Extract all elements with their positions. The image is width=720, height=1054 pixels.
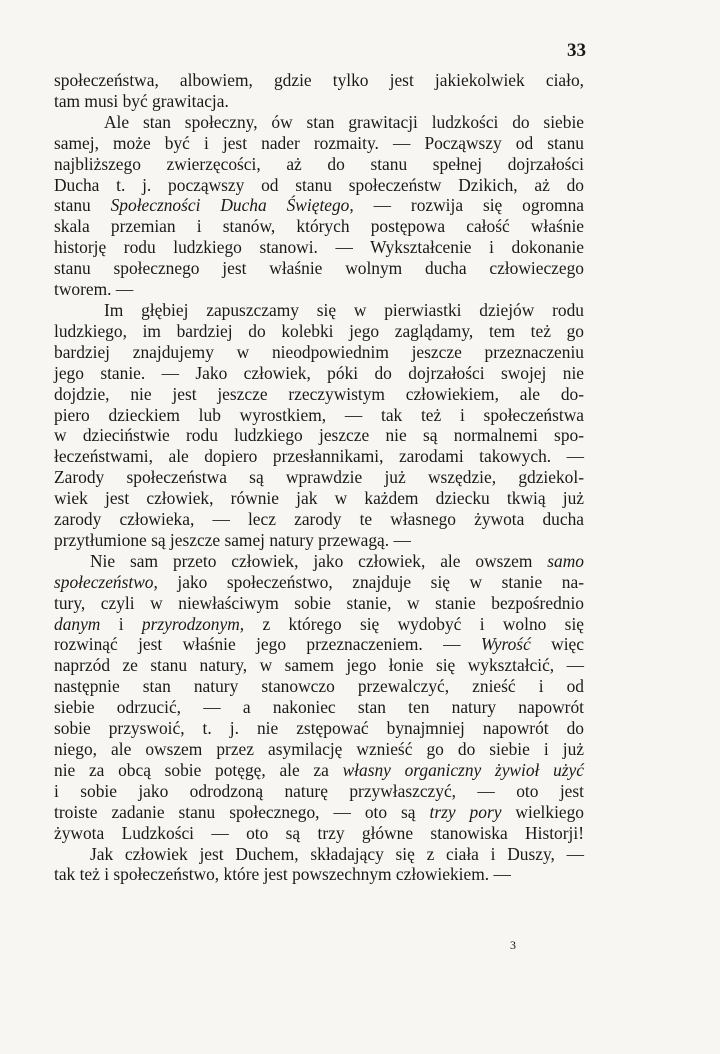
text-run: tworem. — [54, 279, 134, 300]
text-run: bardziej znajdujemy w nieodpowiednim jeszcze przeznaczeniu [54, 341, 584, 362]
text-line [54, 781, 584, 802]
text-line [54, 363, 584, 384]
text-run: zarody człowieka, — lecz zarody te własnego żywota ducha [54, 509, 584, 530]
text-line [54, 844, 584, 865]
text-line [54, 634, 584, 655]
text-line [54, 175, 584, 196]
text-line [54, 154, 584, 175]
text-line [54, 488, 584, 509]
text-line [54, 509, 584, 530]
text-line [54, 300, 584, 321]
text-run: siebie odrzucić, — a nakoniec stan ten natury napowrót [54, 697, 584, 718]
text-run: tak też i społeczeństwo, które jest powszechnym człowiekiem. — [54, 864, 511, 885]
text-line [54, 760, 584, 781]
text-run: piero dzieckiem lub wyrostkiem, — tak też i społeczeństwa [54, 404, 584, 425]
text-run: żywota Ludzkości — oto są trzy główne stanowiska Historji! [54, 822, 584, 843]
text-line [54, 823, 584, 844]
text-run: Zarody społeczeństwa są wprawdzie już wszędzie, gdziekol- [54, 467, 584, 488]
text-line [54, 342, 584, 363]
text-line [54, 655, 584, 676]
italic-phrase: danym [54, 613, 101, 634]
text-line [54, 258, 584, 279]
text-line [54, 676, 584, 697]
text-run: rozwinąć jest właśnie jego przeznaczeniem. — [54, 634, 481, 655]
text-line [54, 237, 584, 258]
text-line [54, 279, 584, 300]
italic-phrase: przyrodzonym, [141, 613, 245, 634]
text-run: nie za obcą sobie potęgę, ale za [54, 759, 343, 780]
text-run: w dzieciństwie rodu ludzkiego jeszcze nie są normalnemi spo- [54, 425, 584, 446]
text-line [54, 112, 584, 133]
text-run: ludzkiego, im bardziej do kolebki jego zaglądamy, tem też go [54, 320, 584, 341]
italic-phrase: Społeczności Ducha Świętego, [110, 195, 354, 216]
italic-phrase: trzy pory [429, 801, 502, 822]
page-number: 33 [567, 40, 586, 61]
body-text [54, 70, 584, 885]
text-run: skala przemian i stanów, których postępowa całość właśnie [54, 216, 584, 237]
text-line [54, 446, 584, 467]
text-line [54, 216, 584, 237]
text-run: z którego się wydobyć i wolno się [244, 613, 584, 634]
text-line [54, 802, 584, 823]
text-line [54, 572, 584, 593]
text-line [54, 467, 584, 488]
text-run: Ale stan społeczny, ów stan grawitacji ludzkości do siebie [104, 111, 584, 132]
text-run: łeczeństwami, ale dopiero przesłannikami, zarodami takowych. — [54, 446, 584, 467]
text-line [54, 70, 584, 91]
text-run: społeczeństwa, albowiem, gdzie tylko jest jakiekolwiek ciało, [54, 70, 584, 90]
text-line [54, 425, 584, 446]
text-run: — rozwija się ogromna [353, 195, 584, 216]
text-run: sobie przyswoić, t. j. nie zstępować bynajmniej napowrót do [54, 718, 584, 739]
text-line [54, 593, 584, 614]
text-line [54, 697, 584, 718]
text-run: tury, czyli w niewłaściwym sobie stanie, w stanie bezpośrednio [54, 592, 584, 613]
text-line [54, 321, 584, 342]
text-line [54, 384, 584, 405]
text-line [54, 864, 584, 885]
text-run: następnie stan natury stanowczo przewalczyć, znieść i od [54, 676, 584, 697]
text-line [54, 405, 584, 426]
italic-phrase: Wyrość [480, 634, 531, 655]
text-line [54, 551, 584, 572]
italic-phrase: własny organiczny żywioł użyć [342, 759, 584, 780]
signature-mark: 3 [510, 938, 516, 952]
italic-phrase: społeczeństwo, [54, 571, 158, 592]
text-run: niego, ale owszem przez asymilację wznieść go do siebie i już [54, 739, 584, 759]
text-run: samej, może być i jest nader rozmaity. — Począwszy od stanu [54, 132, 584, 153]
text-line [54, 614, 584, 635]
text-line [54, 718, 584, 739]
text-run: i [100, 613, 142, 634]
text-line [54, 739, 584, 760]
text-run: tam musi być grawitacja. [54, 90, 229, 111]
text-run: Nie sam przeto człowiek, jako człowiek, ale owszem [90, 550, 548, 571]
text-line [54, 530, 584, 551]
text-run: wielkiego [501, 801, 585, 822]
text-run: dojdzie, nie jest jeszcze rzeczywistym człowiekiem, ale do- [54, 383, 584, 404]
text-run: i sobie jako odrodzoną naturę przywłaszczyć, — oto jest [54, 780, 584, 801]
text-run: jego stanie. — Jako człowiek, póki do dojrzałości swojej nie [54, 362, 584, 383]
text-run: Ducha t. j. począwszy od stanu społeczeństw Dzikich, aż do [54, 174, 584, 195]
text-run: więc [530, 634, 584, 655]
text-run: troiste zadanie stanu społecznego, — oto są [54, 801, 430, 822]
text-line [54, 91, 584, 112]
text-run: jako społeczeństwo, znajduje się w stanie na- [157, 571, 584, 592]
italic-phrase: samo [547, 550, 584, 571]
text-run: historję rodu ludzkiego stanowi. — Wykształcenie i dokonanie [54, 237, 584, 258]
text-run: stanu społecznego jest właśnie wolnym ducha człowieczego [54, 258, 584, 279]
text-run: przytłumione są jeszcze samej natury przewagą. — [54, 529, 411, 550]
text-line [54, 195, 584, 216]
text-run: najbliższego zwierzęcości, aż do stanu spełnej dojrzałości [54, 153, 584, 174]
text-run: Im głębiej zapuszczamy się w pierwiastki dziejów rodu [104, 299, 584, 320]
text-run: Jak człowiek jest Duchem, składający się z ciała i Duszy, — [90, 843, 584, 864]
text-run: naprzód ze stanu natury, w samem jego łonie się wykształcić, — [54, 655, 584, 676]
text-run: stanu [54, 195, 111, 216]
text-line [54, 133, 584, 154]
text-run: wiek jest człowiek, równie jak w każdem dziecku tkwią już [54, 488, 584, 509]
